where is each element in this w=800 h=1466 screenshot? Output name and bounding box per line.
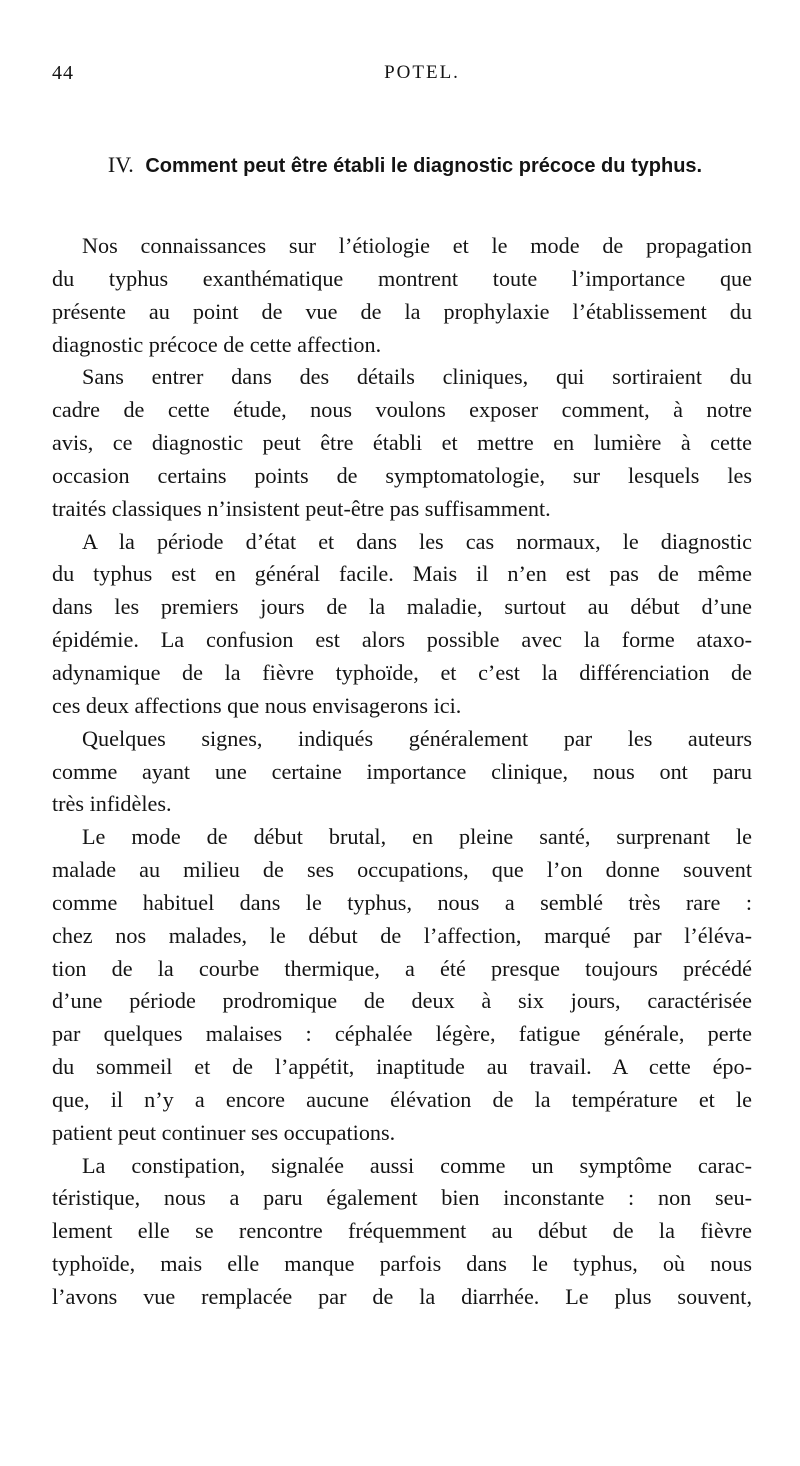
text-line: d’une période prodromique de deux à six jours, caractérisée bbox=[52, 988, 752, 1014]
section-heading bbox=[60, 148, 750, 183]
text-line: ces deux affections que nous envisagerons ici. bbox=[52, 692, 462, 718]
text-line: du sommeil et de l’appétit, inaptitude au travail. A cette épo- bbox=[52, 1054, 752, 1080]
text-line: téristique, nous a paru également bien inconstante : non seu- bbox=[52, 1185, 752, 1211]
text-line: patient peut continuer ses occupations. bbox=[52, 1119, 396, 1145]
text-line: chez nos malades, le début de l’affection, marqué par l’éléva- bbox=[52, 922, 752, 948]
page-number: 44 bbox=[52, 62, 74, 84]
running-head: POTEL. bbox=[384, 62, 460, 83]
text-line: diagnostic précoce de cette affection. bbox=[52, 331, 382, 357]
text-line: comme ayant une certaine importance clinique, nous ont paru bbox=[52, 758, 752, 784]
page-header bbox=[52, 62, 752, 92]
text-line: La constipation, signalée aussi comme un symptôme carac- bbox=[82, 1152, 752, 1178]
text-line: occasion certains points de symptomatologie, sur lesquels les bbox=[52, 462, 752, 488]
text-line: du typhus exanthématique montrent toute l’importance que bbox=[52, 265, 752, 291]
text-line: par quelques malaises : céphalée légère, fatigue générale, perte bbox=[52, 1021, 752, 1047]
body-text bbox=[52, 230, 752, 1314]
text-line: Quelques signes, indiqués généralement par les auteurs bbox=[82, 725, 752, 751]
text-line: tion de la courbe thermique, a été presque toujours précédé bbox=[52, 955, 752, 981]
text-line: traités classiques n’insistent peut-être pas suffisamment. bbox=[52, 495, 551, 521]
text-line: du typhus est en général facile. Mais il n’en est pas de même bbox=[52, 561, 752, 587]
text-line: l’avons vue remplacée par de la diarrhée. Le plus souvent, bbox=[52, 1284, 752, 1309]
text-line: dans les premiers jours de la maladie, surtout au début d’une bbox=[52, 594, 752, 620]
text-line: comme habituel dans le typhus, nous a semblé très rare : bbox=[52, 889, 752, 915]
text-line: Sans entrer dans des détails cliniques, qui sortiraient du bbox=[82, 364, 752, 390]
text-line: épidémie. La confusion est alors possible avec la forme ataxo- bbox=[52, 627, 752, 653]
text-line: Le mode de début brutal, en pleine santé, surprenant le bbox=[82, 824, 752, 850]
text-line: Nos connaissances sur l’étiologie et le mode de propagation bbox=[82, 233, 752, 258]
text-line: que, il n’y a encore aucune élévation de la température et le bbox=[52, 1086, 752, 1112]
section-numeral: IV. bbox=[107, 152, 134, 177]
text-line: avis, ce diagnostic peut être établi et mettre en lumière à cette bbox=[52, 430, 752, 456]
section-title: Comment peut être établi le diagnostic précoce du typhus. bbox=[145, 155, 703, 177]
text-line: typhoïde, mais elle manque parfois dans le typhus, où nous bbox=[52, 1251, 752, 1277]
text-line: lement elle se rencontre fréquemment au début de la fièvre bbox=[52, 1218, 752, 1244]
text-line: cadre de cette étude, nous voulons exposer comment, à notre bbox=[52, 397, 752, 423]
text-line: très infidèles. bbox=[52, 791, 172, 817]
text-line: malade au milieu de ses occupations, que l’on donne souvent bbox=[52, 857, 752, 883]
text-line: A la période d’état et dans les cas normaux, le diagnostic bbox=[82, 528, 752, 554]
text-line: présente au point de vue de la prophylaxie l’établissement du bbox=[52, 298, 752, 324]
text-line: adynamique de la fièvre typhoïde, et c’est la différenciation de bbox=[52, 659, 752, 685]
